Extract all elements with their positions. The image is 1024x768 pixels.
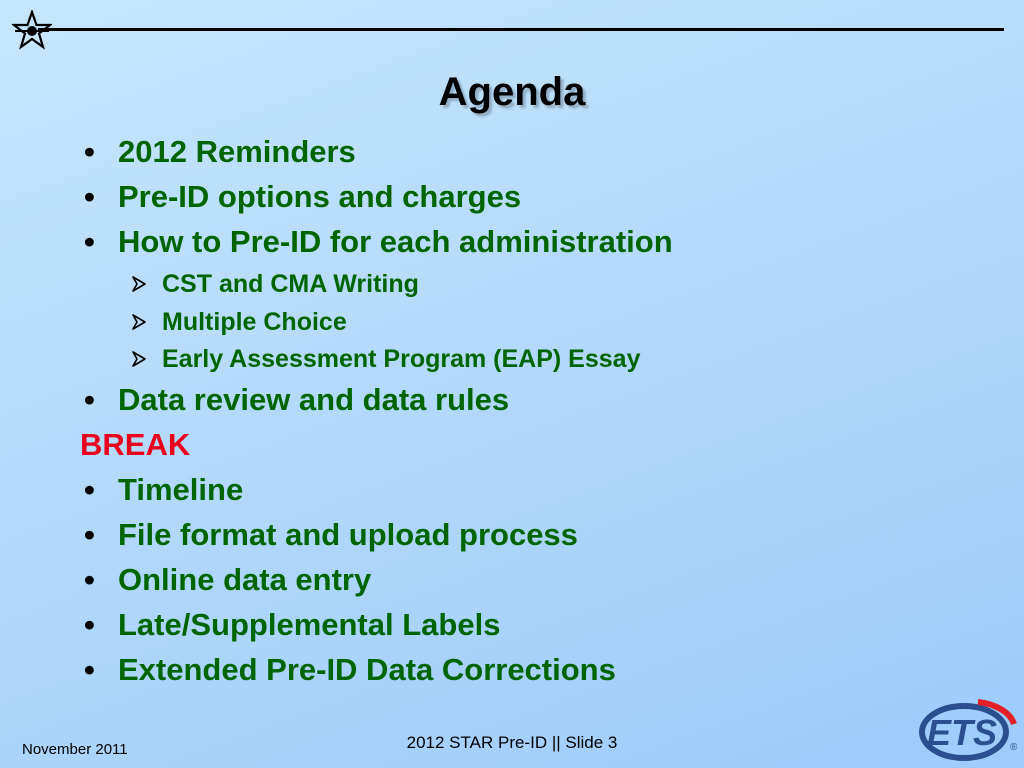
bullet-dot-icon: •	[84, 381, 95, 417]
agenda-item-text: Timeline	[118, 471, 244, 507]
bullet-dot-icon: •	[84, 224, 95, 259]
agenda-item-text: Extended Pre-ID Data Corrections	[118, 651, 616, 687]
agenda-item-text: File format and upload process	[118, 516, 578, 552]
bullet-dot-icon: •	[84, 471, 95, 507]
agenda-subitem	[80, 342, 980, 380]
arrow-bullet-icon	[130, 342, 162, 376]
agenda-item	[80, 560, 980, 605]
agenda-item-text: Early Assessment Program (EAP) Essay	[162, 345, 641, 373]
agenda-item-text: 2012 Reminders	[118, 134, 356, 169]
agenda-subitem	[80, 267, 980, 305]
registered-mark: ®	[1010, 742, 1018, 753]
ets-logo-text: ETS	[926, 712, 998, 753]
footer-slide-label: 2012 STAR Pre-ID || Slide 3	[406, 733, 618, 752]
arrow-bullet-icon	[130, 267, 162, 301]
arrow-bullet-icon	[130, 305, 162, 339]
agenda-subitem	[80, 305, 980, 343]
agenda-item-text: Pre-ID options and charges	[118, 179, 522, 214]
bullet-dot-icon: •	[84, 561, 95, 597]
agenda-item-text: CST and CMA Writing	[162, 270, 419, 298]
ets-logo	[918, 694, 1018, 764]
agenda-item	[80, 650, 980, 695]
bullet-dot-icon: •	[84, 134, 95, 169]
bullet-dot-icon: •	[84, 606, 95, 642]
slide-title: Agenda	[438, 70, 586, 114]
agenda-item-text: Data review and data rules	[118, 381, 510, 417]
agenda-item	[80, 222, 980, 267]
agenda-break	[80, 425, 980, 470]
agenda-item-text: How to Pre-ID for each administration	[118, 224, 673, 259]
agenda-item	[80, 515, 980, 560]
star-seal-icon	[12, 10, 52, 50]
agenda-item-text: Online data entry	[118, 561, 372, 597]
header-rule	[38, 28, 1004, 31]
agenda-item-text: BREAK	[80, 426, 191, 462]
agenda-item	[80, 380, 980, 425]
agenda-list	[80, 132, 980, 695]
footer-date: November 2011	[22, 741, 128, 758]
agenda-item	[80, 605, 980, 650]
agenda-item	[80, 470, 980, 515]
bullet-dot-icon: •	[84, 179, 95, 214]
agenda-item-text: Multiple Choice	[162, 307, 347, 336]
agenda-item	[80, 177, 980, 222]
agenda-item	[80, 132, 980, 177]
bullet-dot-icon: •	[84, 651, 95, 687]
agenda-item-text: Late/Supplemental Labels	[118, 606, 501, 642]
bullet-dot-icon: •	[84, 516, 95, 552]
